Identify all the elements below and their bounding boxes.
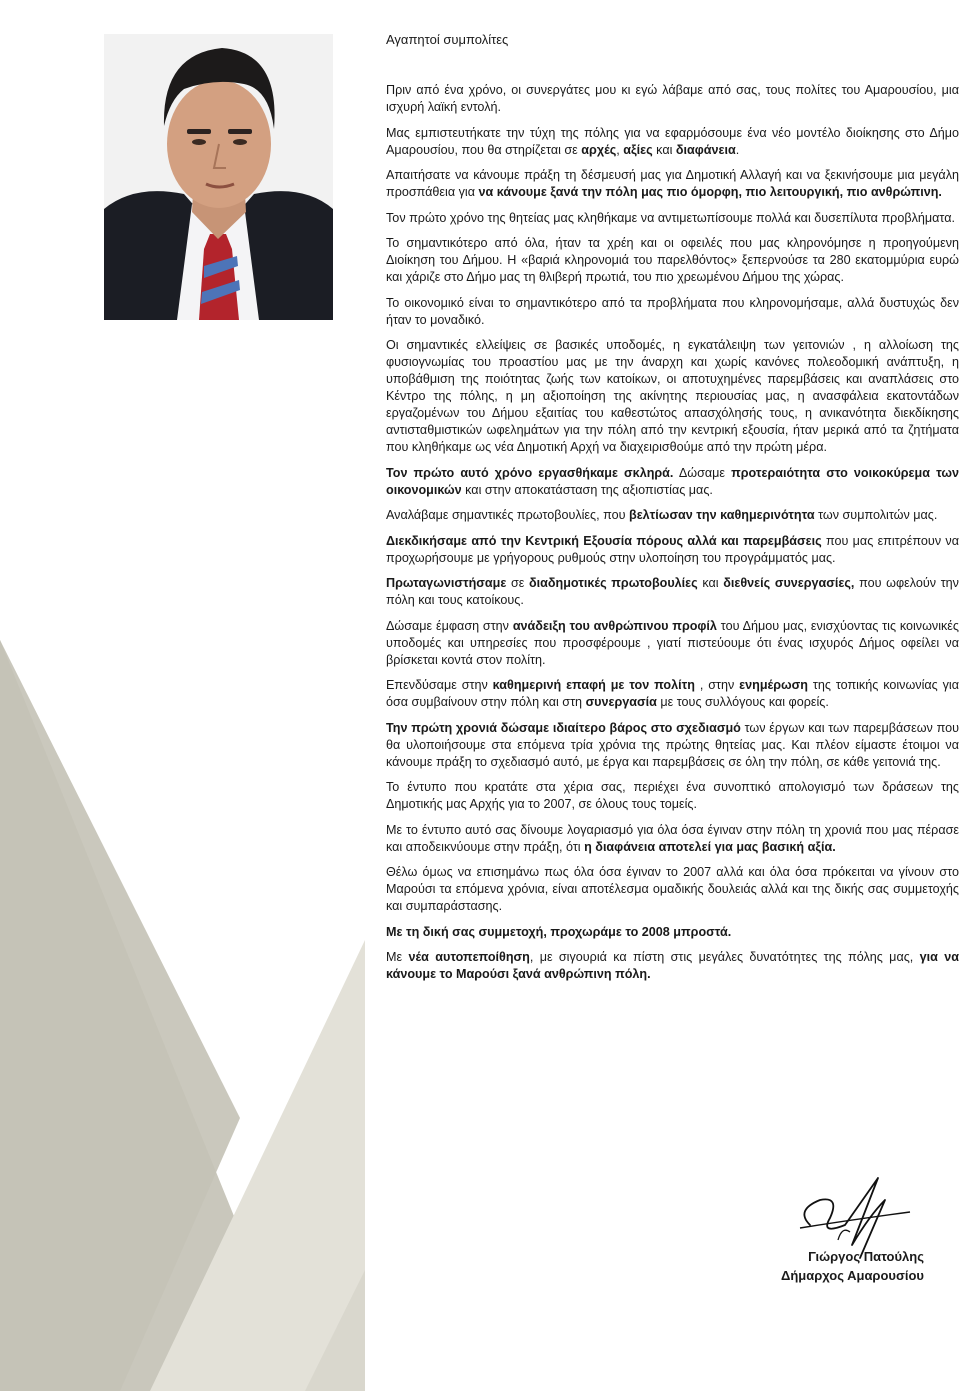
- emphasis-text: συνεργασία: [585, 695, 657, 709]
- body-text: που μας επιτρέπουν να προχωρήσουμε με γρήγορους ρυθμούς στην υλοποίηση του προγράμματός μας.: [386, 533, 959, 565]
- body-text: του Δήμου μας, ενισχύοντας τις κοινωνικές υποδομές και υπηρεσίες που προσφέρουμε , γιατί πιστεύουμε ότι ένας ισχυρός Δήμος οφείλει να βρίσκεται κοντά στον πολίτη.: [386, 618, 959, 667]
- letter-paragraph: [386, 295, 959, 329]
- body-text: σε: [506, 576, 529, 590]
- body-text: Αναλάβαμε σημαντικές πρωτοβουλίες, που: [386, 508, 630, 522]
- body-text: Το σημαντικότερο από όλα, ήταν τα χρέη και οι οφειλές που μας κληρονόμησε η προηγούμενη Διοίκηση του Δήμου. Η «βαριά κληρονομιά του παρελθόντος» ξεπερνούσε τα 280 εκατομμύρια ευρώ και χάριζε στο Δήμο μας τη θλιβερή πρωτιά, του πιο χρεωμένου Δήμου της χώρας.: [386, 236, 959, 284]
- letter-paragraph: [386, 167, 959, 201]
- emphasis-text: ανάδειξη του ανθρώπινου προφίλ: [512, 618, 717, 633]
- body-text: Επενδύσαμε στην: [386, 678, 493, 692]
- letter-paragraph: [386, 618, 959, 669]
- mayor-portrait: [104, 34, 333, 320]
- emphasis-text: για να κάνουμε το Μαρούσι ξανά ανθρώπινη πόλη.: [386, 950, 959, 981]
- emphasis-text: να κάνουμε ξανά την πόλη μας πιο όμορφη, πιο λειτουργική, πιο ανθρώπινη.: [478, 185, 942, 199]
- body-text: που ωφελούν την πόλη και τους κατοίκους.: [386, 576, 959, 607]
- letter-paragraph: [386, 82, 959, 116]
- emphasis-text: διεθνείς συνεργασίες,: [723, 576, 855, 590]
- emphasis-text: διαδημοτικές πρωτοβουλίες: [529, 576, 698, 590]
- emphasis-text: νέα αυτοπεποίθηση: [408, 950, 530, 964]
- emphasis-text: ενημέρωση: [739, 678, 808, 692]
- body-text: και: [697, 576, 724, 590]
- letter-paragraph: [386, 337, 959, 456]
- signatory-name: Γιώργος Πατούλης: [808, 1249, 924, 1264]
- letter-paragraph: [386, 507, 959, 524]
- body-text: ,: [616, 142, 624, 157]
- body-text: Μας εμπιστευτήκατε την τύχη της πόλης για να εφαρμόσουμε ένα νέο μοντέλο διοίκησης στο Δήμο Αμαρουσίου, που θα στηρίζεται σε: [386, 125, 959, 157]
- body-text: των συμπολιτών μας.: [814, 508, 938, 522]
- letter-paragraph: [386, 822, 959, 856]
- emphasis-text: αξίες: [623, 142, 653, 157]
- salutation: Αγαπητοί συμπολίτες: [386, 32, 509, 47]
- emphasis-text: καθημερινή επαφή με τον πολίτη: [492, 678, 695, 692]
- signatory-title: Δήμαρχος Αμαρουσίου: [780, 1268, 924, 1283]
- body-text: των έργων και των παρεμβάσεων που θα υλοποιήσουμε στα επόμενα τρία χρόνια της πρώτης θητείας μας. Και πλέον είμαστε έτοιμοι να κάνουμε πράξη το σχεδιασμό αυτό, με έργα και παρεμβάσεις σε όλη την πόλη, σε κάθε γειτονιά της.: [386, 720, 959, 769]
- letter-paragraph: [386, 533, 959, 567]
- emphasis-text: Διεκδικήσαμε από την Κεντρική Εξουσία πόρους αλλά και παρεμβάσεις: [386, 533, 822, 548]
- emphasis-text: Τον πρώτο αυτό χρόνο εργασθήκαμε σκληρά.: [386, 465, 674, 480]
- emphasis-text: Με τη δική σας συμμετοχή, προχωράμε το 2008 μπροστά.: [386, 924, 732, 939]
- body-text: Δώσαμε έμφαση στην: [386, 618, 513, 633]
- signatory: [781, 1247, 924, 1285]
- body-text: Θέλω όμως να επισημάνω πως όλα όσα έγιναν το 2007 αλλά και όλα όσα πρόκειται να γίνουν στο Μαρούσι τα επόμενα χρόνια, είναι αποτέλεσμα ομαδικής δουλειάς αλλά και της δικής σας συμμετοχής και συμπαράστασης.: [386, 865, 959, 913]
- body-text: Τον πρώτο χρόνο της θητείας μας κληθήκαμε να αντιμετωπίσουμε πολλά και δυσεπίλυτα προβλήματα.: [386, 210, 955, 225]
- body-text: Με: [386, 950, 409, 964]
- body-text: .: [735, 142, 740, 157]
- body-text: Το έντυπο που κρατάτε στα χέρια σας, περιέχει ένα συνοπτικό απολογισμό των δράσεων της Δημοτικής μας Αρχής για το 2007, σε όλους τους τομείς.: [386, 780, 959, 811]
- body-text: Απαιτήσατε να κάνουμε πράξη τη δέσμευσή μας για Δημοτική Αλλαγή και να ξεκινήσουμε μια μεγάλη προσπάθεια για: [386, 168, 959, 199]
- emphasis-text: διαφάνεια: [675, 142, 736, 157]
- body-text: Οι σημαντικές ελλείψεις σε βασικές υποδομές, η εγκατάλειψη των γειτονιών , η αλλοίωση της φυσιογνωμίας του προαστίου μας με την άναρχη και χωρίς κανόνες πολεοδομική ανάπτυξη, η υποβάθμιση της ποιότητας ζωής των κατοίκων, οι αποτυχημένες παρεμβάσεις και αναπλάσεις στο Κέντρο της πόλης, η μη αξιοποίηση της ακίνητης περιουσίας μας, η ανασφάλεια εκατοντάδων εργαζομένων του Δήμου εξαιτίας του καθεστώτος απασχόλησής τους, η ανικανότητα διεκδίκησης αντισταθμιστικών ωφελημάτων για την πόλη από την κεντρική εξουσία, ήταν μερικά από τα ζητήματα που κληθήκαμε ως νέα Δημοτική Αρχή να διαχειρισθούμε από την πρώτη μέρα.: [386, 338, 959, 454]
- body-text: , με σιγουριά κα πίστη στις μεγάλες δυνατότητες της πόλης μας,: [529, 950, 920, 964]
- letter-body: [386, 82, 959, 992]
- body-text: και στην αποκατάσταση της αξιοπιστίας μας.: [461, 482, 713, 497]
- letter-paragraph: [386, 779, 959, 813]
- letter-paragraph: [386, 210, 959, 227]
- letter-paragraph: [386, 125, 959, 159]
- body-text: , στην: [694, 678, 740, 692]
- letter-paragraph: [386, 465, 959, 499]
- emphasis-text: προτεραιότητα στο νοικοκύρεμα των οικονομικών: [386, 465, 959, 497]
- body-text: της τοπικής κοινωνίας για όσα συμβαίνουν στην πόλη και στη: [386, 678, 959, 709]
- letter-paragraph: [386, 575, 959, 609]
- body-text: και: [652, 142, 676, 157]
- letter-paragraph: [386, 864, 959, 915]
- body-text: Με το έντυπο αυτό σας δίνουμε λογαριασμό για όλα όσα έγιναν στην πόλη τη χρονιά που μας πέρασε και αποδεικνύουμε στην πράξη, ότι: [386, 822, 959, 854]
- emphasis-text: Πρωταγωνιστήσαμε: [386, 576, 507, 590]
- body-text: Το οικονομικό είναι το σημαντικότερο από τα προβλήματα που κληρονομήσαμε, αλλά δυστυχώς δεν ήταν το μοναδικό.: [386, 295, 959, 327]
- letter-paragraph: [386, 235, 959, 286]
- letter-paragraph: [386, 720, 959, 771]
- emphasis-text: βελτίωσαν την καθημερινότητα: [629, 508, 815, 522]
- body-text: Πριν από ένα χρόνο, οι συνεργάτες μου κι εγώ λάβαμε από σας, τους πολίτες του Αμαρουσίου, μια ισχυρή λαϊκή εντολή.: [386, 83, 959, 114]
- letter-paragraph: [386, 949, 959, 983]
- letter-paragraph: [386, 924, 959, 941]
- body-text: με τους συλλόγους και φορείς.: [656, 695, 829, 709]
- emphasis-text: η διαφάνεια αποτελεί για μας βασική αξία.: [584, 839, 836, 854]
- emphasis-text: Την πρώτη χρονιά δώσαμε ιδιαίτερο βάρος στο σχεδιασμό: [386, 720, 741, 735]
- body-text: Δώσαμε: [673, 465, 732, 480]
- emphasis-text: αρχές: [581, 142, 617, 157]
- letter-paragraph: [386, 677, 959, 711]
